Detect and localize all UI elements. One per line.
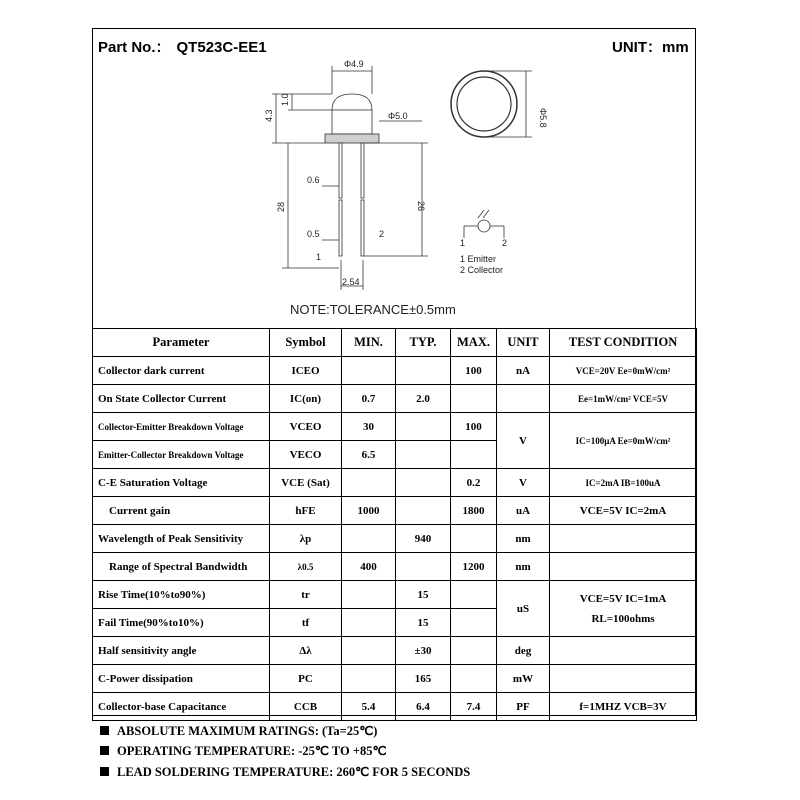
condition-cell: Ee=1mW/cm² VCE=5V	[550, 385, 697, 413]
condition-cell: VCE=20V Ee=0mW/cm²	[550, 357, 697, 385]
unit-cell: PF	[497, 693, 550, 721]
unit-cell: uS	[497, 581, 550, 637]
typ-cell: 940	[396, 525, 451, 553]
param-cell: On State Collector Current	[93, 385, 270, 413]
typ-cell	[396, 413, 451, 441]
unit-cell: uA	[497, 497, 550, 525]
symbol-cell: PC	[270, 665, 342, 693]
lead-collector-upper	[361, 143, 364, 198]
condition-line: VCE=5V IC=1mA	[579, 592, 667, 605]
symbol-cell: VCE (Sat)	[270, 469, 342, 497]
col-header-max: MAX.	[451, 329, 497, 357]
typ-cell	[396, 357, 451, 385]
symbol-cell: VECO	[270, 441, 342, 469]
typ-cell	[396, 469, 451, 497]
lead-emitter-upper	[339, 143, 342, 198]
symbol-pin-1: 1	[460, 238, 466, 248]
table-row	[93, 357, 697, 385]
table-row	[93, 665, 697, 693]
col-header-min: MIN.	[342, 329, 396, 357]
condition-line: RL=100ohms	[591, 612, 655, 625]
param-cell: Half sensitivity angle	[93, 637, 270, 665]
label-dome-height: 1.0	[280, 93, 290, 106]
label-pitch: 2.54	[342, 277, 360, 287]
unit-cell: mW	[497, 665, 550, 693]
max-cell: 1800	[451, 497, 497, 525]
table-header-row	[93, 329, 697, 357]
col-header-parameter: Parameter	[93, 329, 270, 357]
table-row	[93, 385, 697, 413]
footer-operating-temperature	[100, 743, 386, 759]
max-cell	[451, 441, 497, 469]
min-cell: 30	[342, 413, 396, 441]
label-top-diameter: Φ4.9	[344, 59, 364, 69]
label-lead-length: 26	[416, 201, 426, 212]
symbol-cell: Δλ	[270, 637, 342, 665]
typ-cell	[396, 441, 451, 469]
param-cell: Collector dark current	[93, 357, 270, 385]
condition-cell	[550, 581, 697, 637]
legend-collector: 2 Collector	[460, 265, 504, 275]
lead-emitter-lower	[339, 200, 342, 256]
light-arrow	[483, 210, 489, 218]
symbol-cell: IC(on)	[270, 385, 342, 413]
table-row	[93, 497, 697, 525]
footer-line-3: LEAD SOLDERING TEMPERATURE: 260℃ FOR 5 SECONDS	[117, 765, 471, 779]
unit-cell: nm	[497, 553, 550, 581]
col-header-typ: TYP.	[396, 329, 451, 357]
legend-emitter: 1 Emitter	[460, 254, 497, 264]
min-cell	[342, 665, 396, 693]
table-row	[93, 553, 697, 581]
symbol-pin-2: 2	[502, 238, 508, 248]
table-row	[93, 637, 697, 665]
unit-cell: nA	[497, 357, 550, 385]
condition-cell	[550, 637, 697, 665]
condition-cell: VCE=5V IC=2mA	[550, 497, 697, 525]
param-cell: Fail Time(90%to10%)	[93, 609, 270, 637]
label-lead-thickness: 0.5	[307, 229, 320, 239]
col-header-test-condition: TEST CONDITION	[550, 329, 697, 357]
footer-lead-soldering	[100, 764, 470, 780]
min-cell	[342, 525, 396, 553]
typ-cell: 15	[396, 609, 451, 637]
spec-table	[92, 328, 697, 721]
min-cell: 6.5	[342, 441, 396, 469]
led-body	[332, 110, 372, 134]
min-cell: 400	[342, 553, 396, 581]
part-no-value: QT523C-EE1	[176, 39, 267, 56]
typ-cell: 15	[396, 581, 451, 609]
side-view-outer-ring	[451, 71, 517, 137]
param-cell: Collector-Emitter Breakdown Voltage	[93, 413, 270, 441]
table-row	[93, 413, 697, 441]
typ-cell: ±30	[396, 637, 451, 665]
lead-collector-lower	[361, 200, 364, 256]
max-cell	[451, 581, 497, 609]
typ-cell	[396, 497, 451, 525]
min-cell	[342, 469, 396, 497]
symbol-cell: VCEO	[270, 413, 342, 441]
label-pin-1: 1	[316, 252, 322, 262]
unit-value: mm	[662, 39, 689, 56]
label-side-diameter: Φ5.8	[538, 108, 548, 128]
max-cell: 100	[451, 357, 497, 385]
symbol-cell: λp	[270, 525, 342, 553]
side-view-inner-ring	[457, 77, 511, 131]
tolerance-note: NOTE:TOLERANCE±0.5mm	[290, 302, 456, 317]
max-cell: 0.2	[451, 469, 497, 497]
condition-cell: IC=2mA IB=100uA	[550, 469, 697, 497]
typ-cell	[396, 553, 451, 581]
param-cell: C-E Saturation Voltage	[93, 469, 270, 497]
symbol-cell: CCB	[270, 693, 342, 721]
phototransistor-symbol	[478, 220, 490, 232]
min-cell: 5.4	[342, 693, 396, 721]
label-body-height: 4.3	[264, 109, 274, 122]
min-cell	[342, 357, 396, 385]
label-flange-diameter: Φ5.0	[388, 111, 408, 121]
typ-cell: 6.4	[396, 693, 451, 721]
unit-cell: V	[497, 469, 550, 497]
max-cell	[451, 637, 497, 665]
condition-cell: f=1MHZ VCB=3V	[550, 693, 697, 721]
min-cell: 0.7	[342, 385, 396, 413]
footer-line-1: ABSOLUTE MAXIMUM RATINGS: (Ta=25℃)	[117, 724, 378, 738]
condition-cell: IC=100μA Ee=0mW/cm²	[550, 413, 697, 469]
param-cell: C-Power dissipation	[93, 665, 270, 693]
lens-dome	[332, 94, 372, 110]
max-cell: 100	[451, 413, 497, 441]
max-cell	[451, 385, 497, 413]
condition-cell	[550, 553, 697, 581]
max-cell: 7.4	[451, 693, 497, 721]
col-header-unit: UNIT	[497, 329, 550, 357]
footer-line-2: OPERATING TEMPERATURE: -25℃ TO +85℃	[117, 744, 387, 758]
condition-cell	[550, 525, 697, 553]
param-cell: Collector-base Capacitance	[93, 693, 270, 721]
table-row	[93, 469, 697, 497]
led-flange	[325, 134, 379, 143]
min-cell	[342, 609, 396, 637]
max-cell: 1200	[451, 553, 497, 581]
symbol-cell: tf	[270, 609, 342, 637]
bullet-square-icon	[100, 767, 109, 776]
unit-cell: V	[497, 413, 550, 469]
param-cell: Current gain	[93, 497, 270, 525]
col-header-symbol: Symbol	[270, 329, 342, 357]
symbol-cell: tr	[270, 581, 342, 609]
unit-cell: deg	[497, 637, 550, 665]
param-cell: Rise Time(10%to90%)	[93, 581, 270, 609]
bullet-square-icon	[100, 746, 109, 755]
label-lead-width: 0.6	[307, 175, 320, 185]
table-row	[93, 525, 697, 553]
typ-cell: 165	[396, 665, 451, 693]
typ-cell: 2.0	[396, 385, 451, 413]
bullet-square-icon	[100, 726, 109, 735]
unit-cell	[497, 385, 550, 413]
label-total-length: 28	[276, 201, 286, 212]
symbol-cell: λ0.5	[270, 553, 342, 581]
condition-cell	[550, 665, 697, 693]
min-cell	[342, 581, 396, 609]
symbol-cell: hFE	[270, 497, 342, 525]
param-cell: Wavelength of Peak Sensitivity	[93, 525, 270, 553]
max-cell	[451, 609, 497, 637]
symbol-cell: ICEO	[270, 357, 342, 385]
footer-absolute-max-ratings	[100, 723, 377, 739]
table-row	[93, 693, 697, 721]
max-cell	[451, 665, 497, 693]
light-arrow	[478, 210, 484, 218]
part-no-label: Part No.：	[98, 39, 171, 56]
param-cell: Emitter-Collector Breakdown Voltage	[93, 441, 270, 469]
min-cell	[342, 637, 396, 665]
param-cell: Range of Spectral Bandwidth	[93, 553, 270, 581]
label-pin-2: 2	[379, 229, 385, 239]
unit-label: UNIT：	[612, 39, 662, 56]
max-cell	[451, 525, 497, 553]
package-drawing	[92, 28, 696, 328]
table-row	[93, 581, 697, 609]
min-cell: 1000	[342, 497, 396, 525]
unit-cell: nm	[497, 525, 550, 553]
